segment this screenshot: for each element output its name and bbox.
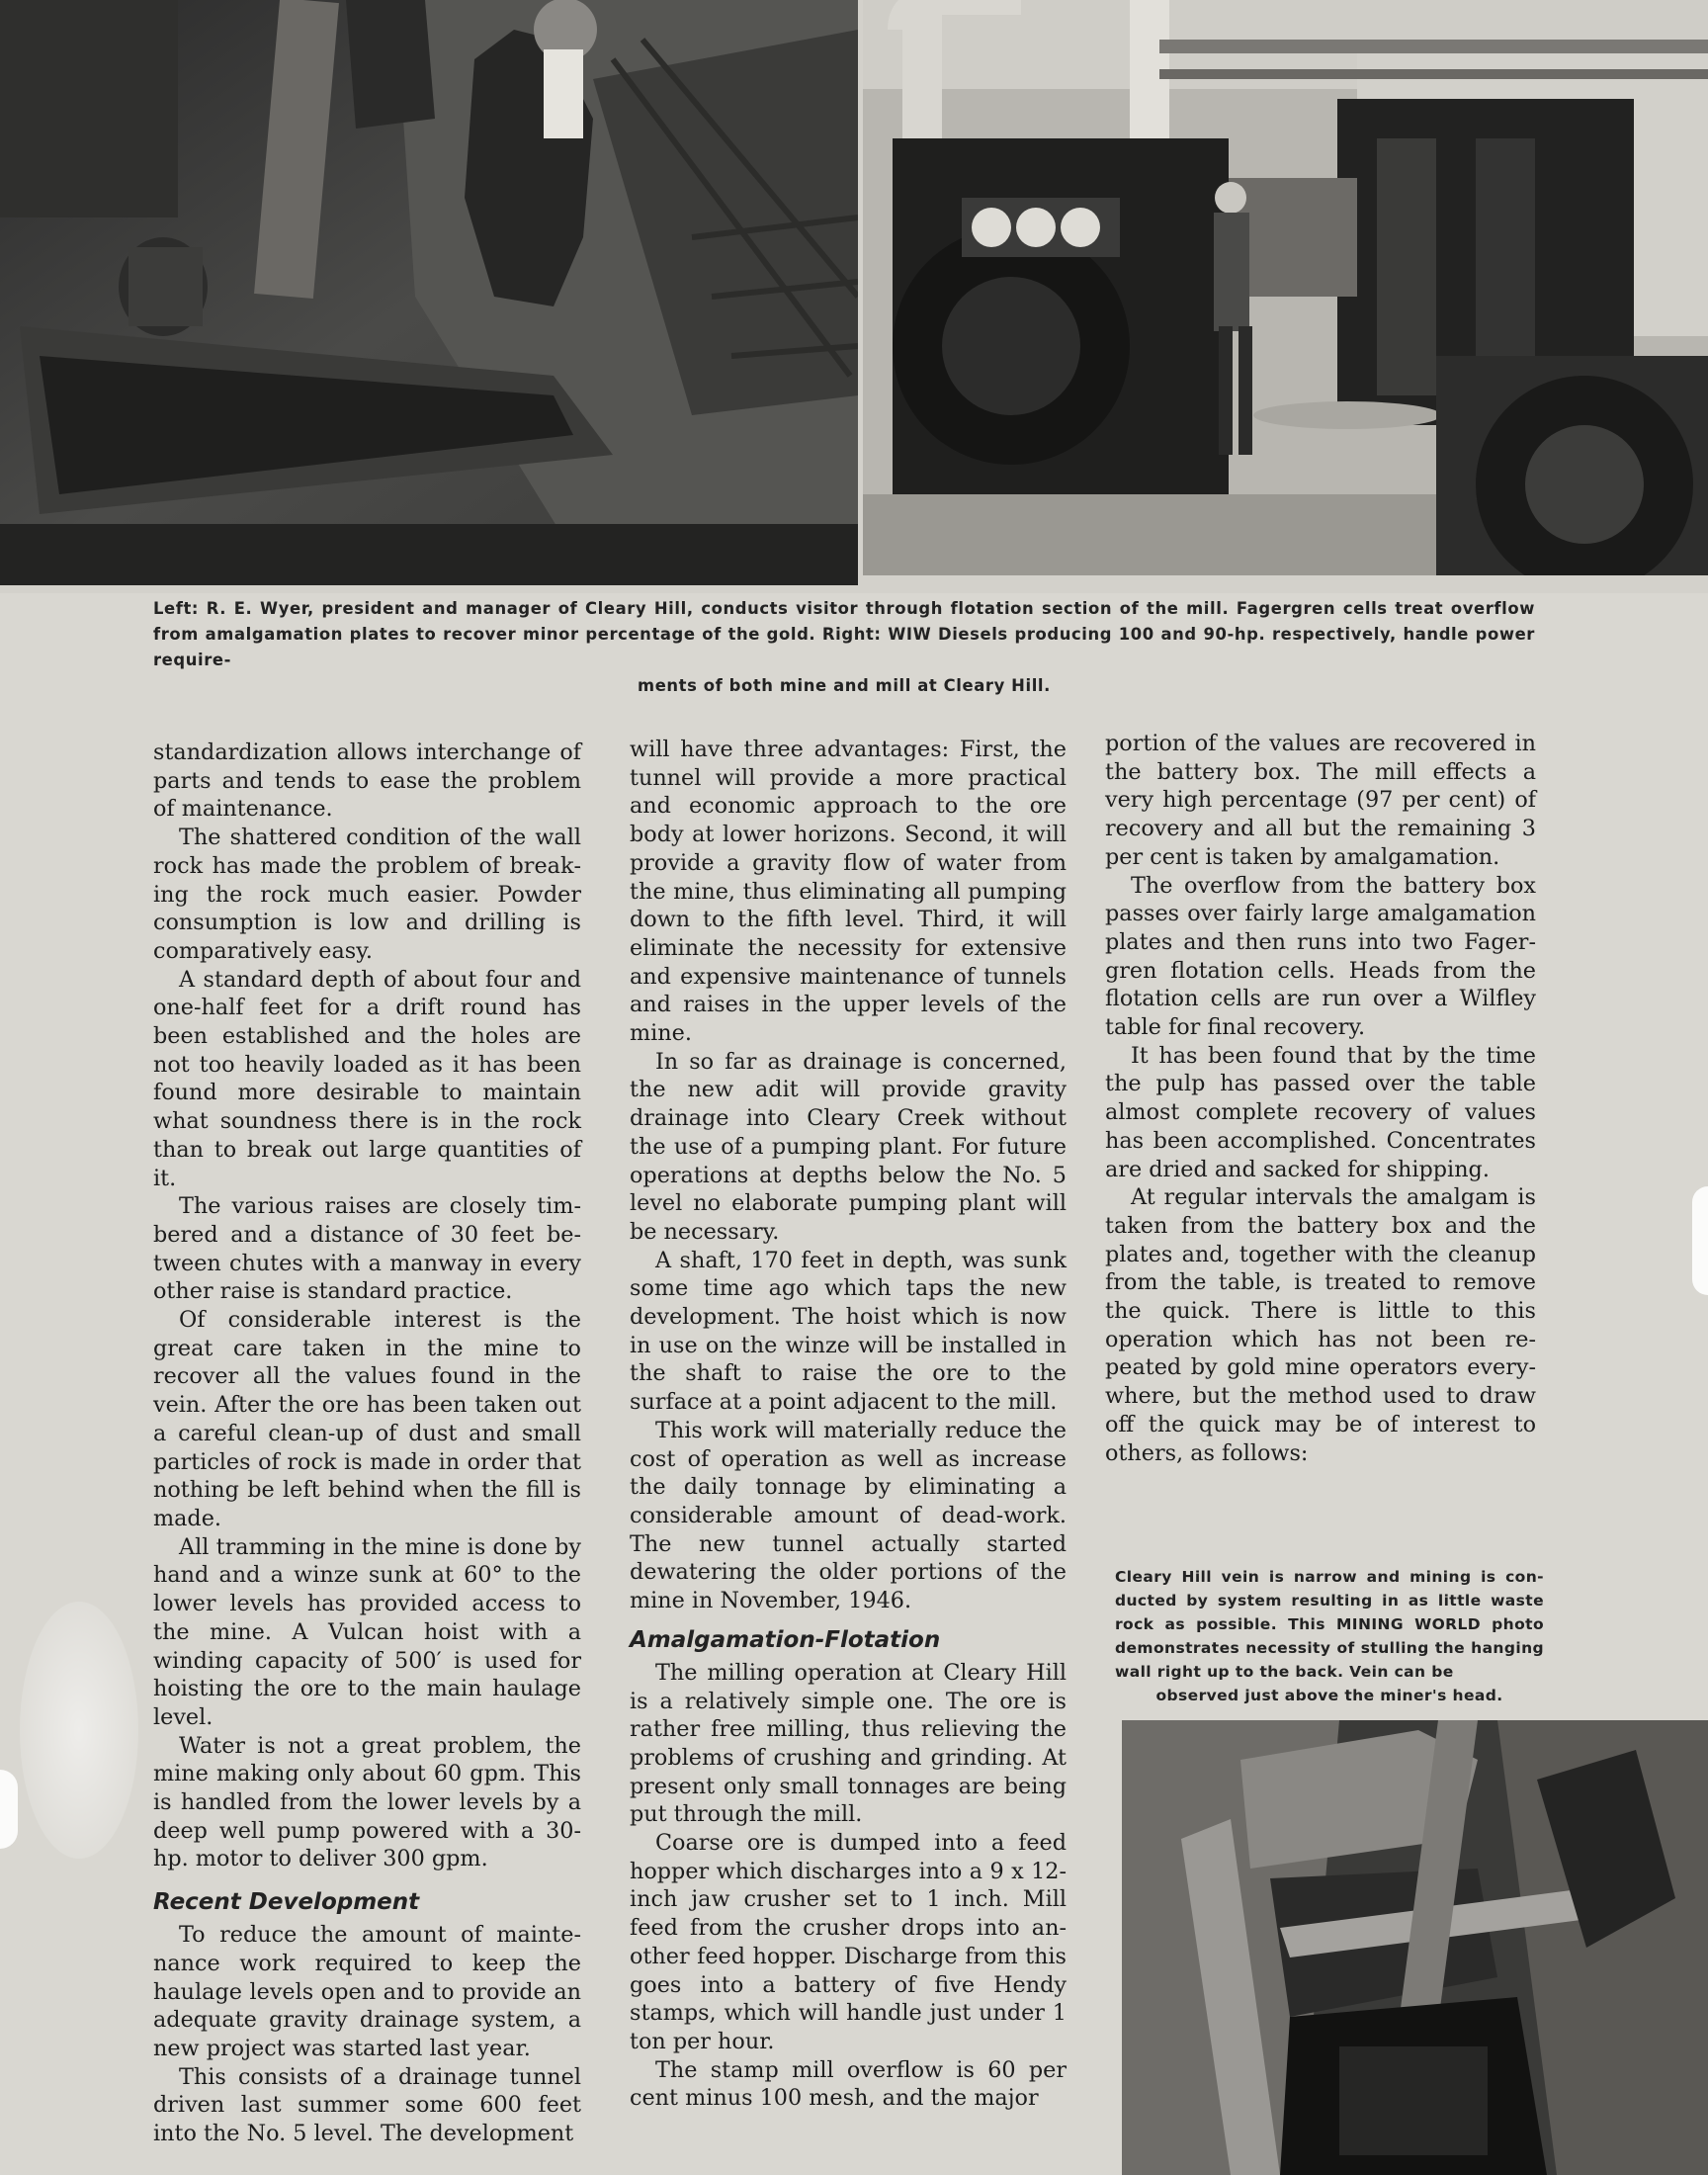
paragraph: This consists of a drainage tunnel driven last summer some 600 feet into the No. 5 level. The development: [153, 2063, 581, 2147]
paragraph: The milling operation at Cleary Hill is a relatively simple one. The ore is rather free milling, thus relieving the problems of crushing and grinding. At present only small tonnages are being put through the mill.: [630, 1659, 1067, 1828]
paragraph: To reduce the amount of maintenance work required to keep the haulage levels open and to provide an adequate gravity drainage system, a new project was started last year.: [153, 1922, 581, 2061]
paragraph: portion of the values are recovered in the battery box. The mill effects a very high percentage (97 per cent) of recovery and all but the remaining 3 per cent is taken by amalgamation.: [1105, 731, 1536, 870]
paragraph: A shaft, 170 feet in depth, was sunk some time ago which taps the new development. The hoist which is now in use on the winze will be installed in the shaft to raise the ore to the surface at a point adjacent to the mill.: [630, 1247, 1067, 1416]
paragraph: A standard depth of about four and one-half feet for a drift round has been established and the holes are not too heavily loaded as it has been found more desirable to maintain what soundness there is in the rock than to break out large quantities of it.: [153, 966, 581, 1191]
photo-flotation-section: [0, 0, 858, 585]
paragraph: At regular intervals the amalgam is taken from the battery box and the plates and, together with the cleanup from the table, is treated to remove the quick. There is little to this operation which has not been repeated by gold mine operators everywhere, but the method used to draw off the quick may be of interest to others, as follows:: [1105, 1184, 1536, 1466]
paragraph: This work will materially reduce the cost of operation as well as increase the daily tonnage by eliminating a considerable amount of dead-work. The new tunnel actually started dewatering the older portions of the mine in November, 1946.: [630, 1417, 1067, 1614]
paper-stain: [20, 1602, 138, 1859]
mine-caption-last-line: observed just above the miner's head.: [1155, 1687, 1503, 1704]
paragraph: The overflow from the battery box passes over fairly large amalgamation plates and then runs into two Fagergren flotation cells. Heads from the flotation cells are run over a Wilfley table for final recovery.: [1105, 872, 1536, 1041]
paragraph: The shattered condition of the wall rock has made the problem of breaking the rock much easier. Powder consumption is low and drilling is comparatively easy.: [153, 825, 581, 964]
paragraph: In so far as drainage is concerned, the new adit will provide gravity drainage into Cleary Creek without the use of a pumping plant. For future operations at depths below the No. 5 level no elaborate pumping plant will be necessary.: [630, 1048, 1067, 1245]
mine-caption-text: Cleary Hill vein is narrow and mining is con- ducted by system resulting in as little waste rock as possible. This MINING WORLD photo demonstrates necessity of stulling the hanging wall right up to the back. Vein can be: [1115, 1568, 1544, 1681]
photo-diesel-engines: [863, 0, 1708, 575]
section-heading-amalgamation-flotation: Amalgamation-Flotation: [630, 1626, 941, 1653]
paper-tear: [1692, 1186, 1708, 1295]
top-caption-last-line: ments of both mine and mill at Cleary Hill.: [638, 676, 1051, 695]
article-column-1: [153, 739, 581, 2148]
paragraph: standardization allows interchange of parts and tends to ease the problem of maintenance.: [153, 740, 581, 823]
paragraph: Of considerable interest is the great care taken in the mine to recover all the values found in the vein. After the ore has been taken out a careful clean-up of dust and small particles of rock is made in order that nothing be left behind when the fill is made.: [153, 1307, 581, 1531]
top-photo-caption: [153, 596, 1535, 699]
article-column-3: [1105, 730, 1536, 1467]
paper-tear: [0, 1770, 18, 1849]
paragraph: Water is not a great problem, the mine making only about 60 gpm. This is handled from the lower levels by a deep well pump powered with a 30-hp. motor to deliver 300 gpm.: [153, 1732, 581, 1872]
paragraph: Coarse ore is dumped into a feed hopper which discharges into a 9 x 12-inch jaw crusher set to 1 inch. Mill feed from the crusher drops into another feed hopper. Discharge from this goes into a battery of five Hendy stamps, which will handle just under 1 ton per hour.: [630, 1830, 1067, 2054]
top-caption-text: Left: R. E. Wyer, president and manager of Cleary Hill, conducts visitor through flotation section of the mill. Fagergren cells treat overflow from amalgamation plates to recover minor percentage of the gold. Right: WIW Diesels producing 100 and 90-hp. respectively, handle power require-: [153, 599, 1535, 669]
paragraph: All tramming in the mine is done by hand and a winze sunk at 60° to the lower levels has provided access to the mine. A Vulcan hoist with a winding capacity of 500′ is used for hoisting the ore to the main haulage level.: [153, 1533, 581, 1730]
paragraph: It has been found that by the time the pulp has passed over the table almost complete recovery of values has been accomplished. Concentrates are dried and sacked for shipping.: [1105, 1042, 1536, 1182]
mine-photo-caption: [1115, 1565, 1544, 1707]
paragraph: will have three advantages: First, the tunnel will provide a more practical and economic approach to the ore body at lower horizons. Second, it will provide a gravity flow of water from the mine, thus eliminating all pumping down to the fifth level. Third, it will eliminate the necessity for extensive and expensive maintenance of tunnels and raises in the upper levels of the mine.: [630, 737, 1067, 1047]
paragraph: The stamp mill overflow is 60 per cent minus 100 mesh, and the major: [630, 2056, 1067, 2112]
photo-mine-stope: [1122, 1720, 1708, 2175]
paragraph: The various raises are closely timbered and a distance of 30 feet between chutes with a manway in every other raise is standard practice.: [153, 1193, 581, 1305]
article-column-2: [630, 736, 1067, 2113]
section-heading-recent-development: Recent Development: [153, 1889, 420, 1916]
